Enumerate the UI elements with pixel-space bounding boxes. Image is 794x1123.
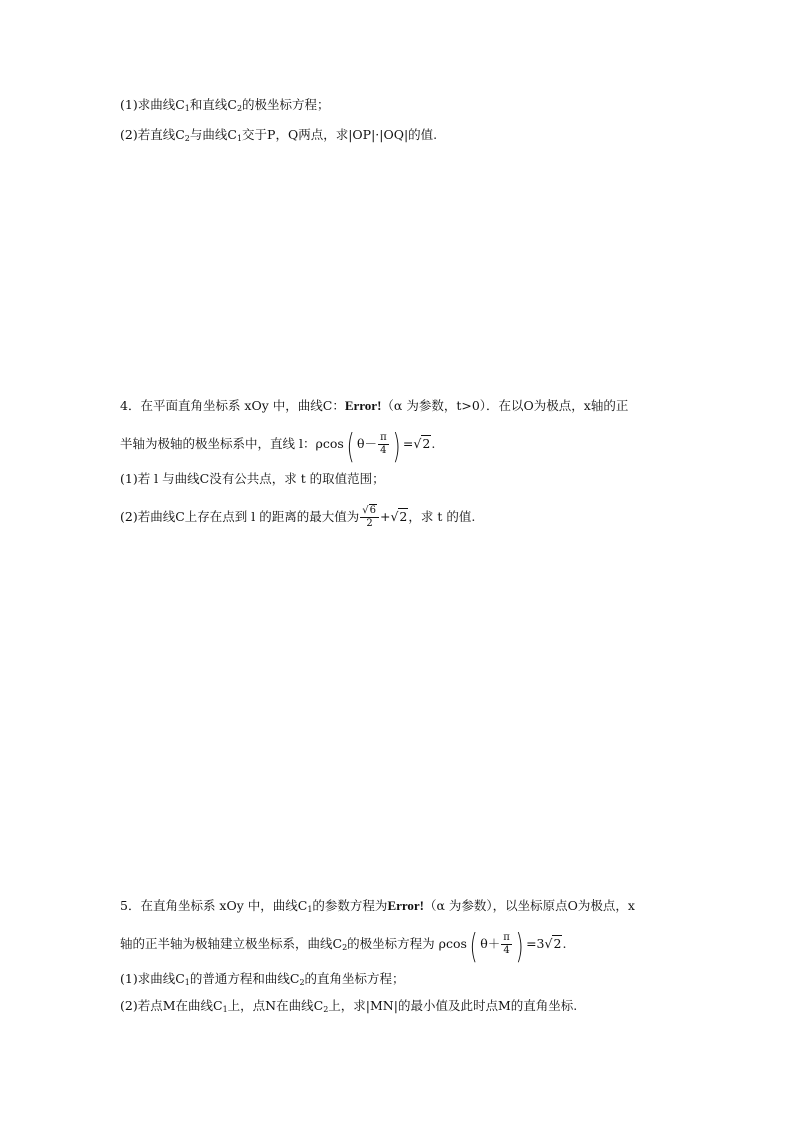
text: θ－ — [357, 436, 378, 451]
text: 4．在平面直角坐标系 xOy 中，曲线C： — [120, 398, 345, 413]
text: 半轴为极轴的极坐标系中，直线 l：ρcos — [120, 436, 344, 451]
subscript: 1 — [184, 104, 190, 113]
text: =3 — [526, 936, 545, 951]
text: 上，求|MN|的最小值及此时点M的直角坐标. — [328, 998, 578, 1013]
problem-5-line-2 — [120, 927, 567, 967]
text: = — [402, 436, 414, 451]
text: (2)若曲线C上存在点到 l 的距离的最大值为 — [120, 509, 360, 524]
subscript: 2 — [184, 134, 190, 143]
left-paren: ( — [469, 927, 478, 967]
radicand: 2 — [399, 509, 408, 524]
subscript: 1 — [307, 905, 313, 914]
radicand: 2 — [553, 936, 562, 951]
text: 与曲线C — [189, 127, 237, 142]
radicand: 6 — [369, 505, 376, 516]
problem-3-part-1 — [120, 96, 330, 118]
numerator: π — [503, 932, 510, 943]
text: 的普通方程和曲线C — [189, 971, 300, 986]
text: θ＋ — [480, 936, 501, 951]
right-paren: ) — [392, 427, 401, 467]
problem-4-part-1 — [120, 470, 385, 488]
text: ，求 t 的值. — [408, 509, 476, 524]
sqrt-sign: √ — [544, 936, 553, 951]
text: 5．在直角坐标系 xOy 中，曲线C — [120, 898, 308, 913]
text: 的极坐标方程； — [242, 97, 330, 112]
text: 轴的正半轴为极轴建立极坐标系，曲线C — [120, 936, 343, 951]
subscript: 1 — [222, 1005, 228, 1014]
problem-5-part-1 — [120, 970, 405, 992]
sqrt-sign: √ — [413, 436, 422, 451]
denominator: 4 — [503, 945, 510, 956]
text: 上，点N在曲线C — [227, 998, 324, 1013]
denominator: 4 — [380, 445, 387, 456]
subscript: 2 — [342, 943, 348, 952]
sqrt-sign: √ — [390, 509, 399, 524]
subscript: 2 — [236, 104, 243, 113]
text: 交于P，Q两点，求|OP|·|OQ|的值. — [242, 127, 438, 142]
fraction — [501, 932, 512, 957]
subscript: 2 — [323, 1005, 329, 1014]
text: 和直线C — [189, 97, 237, 112]
text: + — [379, 509, 391, 524]
fraction — [378, 432, 389, 457]
text: （α 为参数，t>0）．在以O为极点，x轴的正 — [381, 398, 629, 413]
problem-4-part-2 — [120, 505, 475, 530]
error-field: Error! — [344, 398, 382, 413]
text: . — [431, 436, 436, 451]
radicand: 2 — [422, 436, 431, 451]
fraction — [360, 505, 379, 530]
problem-5-line-1 — [120, 897, 635, 919]
text: (2)若直线C — [120, 127, 185, 142]
text: (1)求曲线C — [120, 97, 185, 112]
denominator: 2 — [366, 518, 373, 529]
text: 的极坐标方程为 ρcos — [347, 936, 467, 951]
text: 的直角坐标方程； — [304, 971, 405, 986]
subscript: 1 — [236, 134, 243, 143]
text: (1)若 l 与曲线C没有公共点，求 t 的取值范围； — [120, 471, 385, 486]
text: . — [562, 936, 567, 951]
problem-3-part-2 — [120, 126, 437, 148]
sqrt-sign: √ — [362, 505, 369, 516]
error-field: Error! — [387, 898, 425, 913]
problem-5-part-2 — [120, 997, 577, 1019]
left-paren: ( — [346, 427, 355, 467]
subscript: 2 — [299, 978, 305, 987]
subscript: 1 — [184, 978, 190, 987]
right-paren: ) — [515, 927, 524, 967]
text: 的参数方程为 — [312, 898, 388, 913]
text: (1)求曲线C — [120, 971, 185, 986]
text: (2)若点M在曲线C — [120, 998, 223, 1013]
text: （α 为参数），以坐标原点O为极点，x — [424, 898, 635, 913]
numerator: π — [380, 432, 387, 443]
problem-4-line-1 — [120, 397, 628, 415]
problem-4-line-2 — [120, 427, 436, 467]
numerator — [360, 505, 379, 518]
